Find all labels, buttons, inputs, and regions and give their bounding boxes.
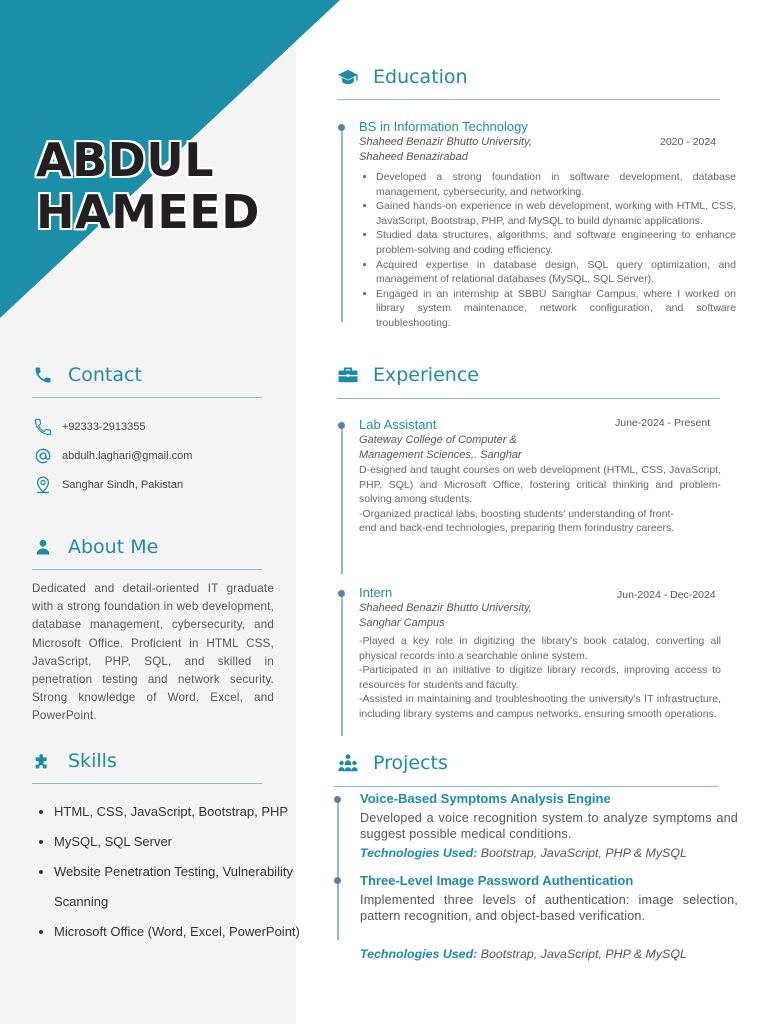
list-item: • Studied data structures, algorithms, and software engineering to enhance problem-solving and coding efficiency. — [376, 228, 736, 257]
candidate-name — [36, 134, 296, 238]
list-item: • Engaged in an internship at SBBU Sanghar Campus, where I worked on library system maintenance, network configuration, and software troubleshooting. — [376, 287, 736, 331]
experience-org-line1: Gateway College of Computer & — [359, 434, 517, 446]
experience-org — [359, 601, 532, 631]
contact-phone-text: +92333-2913355 — [62, 421, 146, 433]
list-item: • Acquired expertise in database design, SQL query optimization, and management of relational databases (MySQL, SQL Server). — [376, 258, 736, 287]
skills-title: Skills — [68, 750, 117, 772]
project-technologies — [360, 846, 687, 860]
at-icon — [32, 445, 54, 467]
experience-role: Intern — [359, 585, 393, 600]
name-first: ABDUL — [36, 133, 215, 187]
experience-description — [359, 634, 721, 722]
graduation-cap-icon — [337, 66, 359, 88]
briefcase-icon — [337, 364, 359, 386]
contact-phone[interactable] — [32, 416, 146, 438]
experience-dates: Jun-2024 - Dec-2024 — [617, 589, 716, 601]
education-timeline — [341, 124, 343, 322]
skills-list — [36, 797, 304, 947]
education-degree: BS in Information Technology — [359, 119, 528, 134]
projects-timeline-dot — [334, 877, 341, 884]
user-icon — [32, 536, 54, 558]
education-school-line2: Shaheed Benazirabad — [359, 151, 468, 163]
skill-item: • MySQL, SQL Server — [54, 827, 304, 857]
phone-icon — [32, 416, 54, 438]
skill-item: • Microsoft Office (Word, Excel, PowerPoint) — [54, 917, 304, 947]
technologies-value: Bootstrap, JavaScript, PHP & MySQL — [477, 947, 687, 961]
name-last: HAMEED — [36, 185, 260, 239]
projects-title: Projects — [373, 752, 448, 774]
education-heading — [337, 66, 468, 88]
experience-org-line2: Management Sciences,. Sanghar — [359, 449, 522, 461]
experience-dates: June-2024 - Present — [615, 417, 711, 429]
education-timeline-dot — [338, 124, 345, 131]
experience-description — [359, 463, 721, 536]
projects-timeline-dot — [334, 796, 341, 803]
team-icon — [337, 752, 359, 774]
technologies-value: Bootstrap, JavaScript, PHP & MySQL — [477, 846, 687, 860]
experience-role: Lab Assistant — [359, 417, 437, 432]
projects-timeline — [337, 796, 339, 940]
description-line: end and back-end technologies, preparing them forindustry careers. — [359, 522, 675, 535]
skill-item: • HTML, CSS, JavaScript, Bootstrap, PHP — [54, 797, 304, 827]
experience-timeline-dot — [338, 590, 345, 597]
experience-timeline-dot — [338, 422, 345, 429]
description-line: -Participated in an initiative to digitize library records, improving access to resources for students and faculty. — [359, 664, 721, 691]
contact-heading — [32, 364, 142, 386]
projects-heading — [337, 752, 448, 774]
projects-divider — [334, 786, 718, 787]
skill-item: • Website Penetration Testing, Vulnerability Scanning — [54, 857, 304, 917]
about-divider — [32, 569, 262, 570]
education-bullets — [360, 170, 736, 331]
technologies-label: Technologies Used: — [360, 947, 478, 961]
contact-location — [32, 474, 183, 496]
project-name: Three-Level Image Password Authentication — [360, 873, 634, 888]
contact-email[interactable] — [32, 445, 192, 467]
education-school — [359, 135, 532, 165]
list-item: • Gained hands-on experience in web development, working with HTML, CSS, JavaScript, Bootstrap, PHP, and MySQL to build dynamic applications. — [376, 199, 736, 228]
location-pin-icon — [32, 474, 54, 496]
project-technologies — [360, 947, 687, 961]
about-title: About Me — [68, 536, 159, 558]
project-description: Implemented three levels of authentication: image selection, pattern recognition, and object-based verification. — [360, 893, 738, 923]
experience-org-line2: Sanghar Campus — [359, 617, 445, 629]
about-heading — [32, 536, 158, 558]
technologies-label: Technologies Used: — [360, 846, 478, 860]
contact-email-text: abdulh.laghari@gmail.com — [62, 450, 193, 462]
experience-timeline-2 — [341, 590, 343, 736]
education-dates: 2020 - 2024 — [660, 136, 717, 148]
project-description: Developed a voice recognition system to analyze symptoms and suggest possible medical conditions. — [360, 811, 738, 841]
experience-title: Experience — [373, 364, 479, 386]
education-divider — [337, 99, 720, 100]
puzzle-icon — [32, 750, 54, 772]
about-text: Dedicated and detail-oriented IT graduate with a strong foundation in web development, database management, cybersecurity, and Microsoft Office. Proficient in HTML CSS, JavaScript, PHP, SQL, and skilled in penetration testing and network security. Strong knowledge of Word, Excel, and PowerPoint. — [32, 582, 274, 723]
skills-heading — [32, 750, 117, 772]
education-school-line1: Shaheed Benazir Bhutto University, — [359, 136, 532, 148]
experience-org-line1: Shaheed Benazir Bhutto University, — [359, 602, 532, 614]
description-line: D-esigned and taught courses on web development (HTML, CSS, JavaScript, PHP, SQL) and Microsoft Office, fostering critical thinking and problem-solving among students. — [359, 464, 721, 506]
contact-location-text: Sanghar Sindh, Pakistan — [62, 479, 184, 491]
description-line: -Played a key role in digitizing the library's book catalog, converting all physical records into a searchable online system. — [359, 635, 721, 662]
experience-org — [359, 433, 522, 463]
experience-divider — [337, 398, 720, 399]
description-line: -Organized practical labs, boosting students' understanding of front- — [359, 507, 674, 520]
education-title: Education — [373, 66, 468, 88]
list-item: • Developed a strong foundation in software development, database management, cybersecurity, and networking. — [376, 170, 736, 199]
contact-divider — [32, 397, 262, 398]
contact-title: Contact — [68, 364, 142, 386]
phone-icon — [32, 364, 54, 386]
project-name: Voice-Based Symptoms Analysis Engine — [360, 791, 611, 806]
skills-divider — [32, 783, 262, 784]
description-line: -Assisted in maintaining and troubleshooting the university's IT infrastructure, including library systems and campus networks, ensuring smooth operations. — [359, 693, 721, 720]
experience-timeline-1 — [341, 422, 343, 574]
experience-heading — [337, 364, 479, 386]
